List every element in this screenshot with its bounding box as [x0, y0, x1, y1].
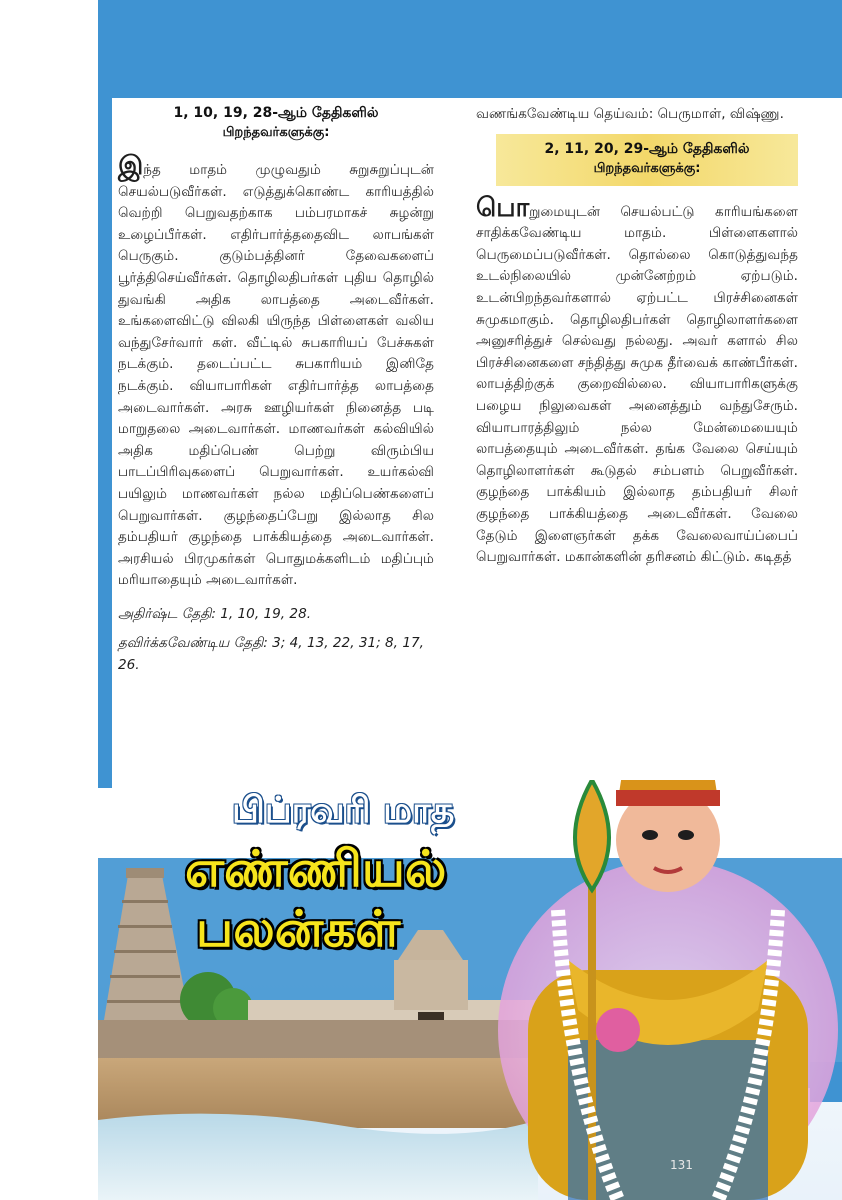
left-body-text: ந்த மாதம் முழுவதும் சுறுசுறுப்புடன் செயல்படுவீர்கள். எடுத்துக்கொண்ட காரியத்தில் வெற்றி பெறுவதற்காக பம்பரமாகச் சுழன்று உழைப்பீர்கள். எதிர்பார்த்ததைவிட லாபங்கள் பெருகும். குடும்பத்தினர் தேவைகளைப் பூர்த்திசெய்வீர்கள். தொழிலதிபர்கள் புதிய தொழில் துவங்கி அதிக லாபத்தை அடைவீர்கள். உங்களைவிட்டு விலகி யிருந்த பிள்ளைகள் வலிய வந்துசேர்வார் கள். வீட்டில் சுபகாரியப் பேச்சுகள் நடக்கும். தடைப்பட்ட சுபகாரியம் இனிதே நடக்கும். வியாபாரிகள் எதிர்பார்த்த லாபத்தை அடைவார்கள். அரசு ஊழியர்கள் நினைத்த படி மாறுதலை அடைவார்கள். மாணவர்கள் கல்வியில் அதிக மதிப்பெண் பெற்று விரும்பிய பாடப்பிரிவுகளைப் பெறுவார்கள். உயர்கல்வி பயிலும் மாணவர்கள் நல்ல மதிப்பெண்களைப் பெறுவார்கள். குழந்தைப்பேறு இல்லாத சில தம்பதியர் குழந்தை பாக்கியத்தை அடைவார்கள். அரசியல் பிரமுகர்கள் பொதுமக்களிடம் மதிப்பும் மரியாதையும் அடைவார்கள். [118, 162, 434, 589]
avoid-dates: தவிர்க்கவேண்டிய தேதி: 3; 4, 13, 22, 31; 8, 17, 26. [118, 635, 424, 674]
lucky-dates: அதிர்ஷ்ட தேதி: 1, 10, 19, 28. [118, 605, 312, 622]
page-number: 131 [670, 1158, 693, 1172]
right-heading-line1: 2, 11, 20, 29-ஆம் தேதிகளில் [544, 140, 750, 157]
lotus-flower [596, 1008, 640, 1052]
vel-spear [588, 840, 596, 1200]
left-dropcap: இ [118, 151, 144, 181]
left-body-paragraph [118, 151, 434, 592]
right-heading-line2: பிறந்தவர்களுக்கு: [593, 160, 701, 176]
right-section-heading [496, 134, 798, 186]
banner-results-title: பலன்கள் [196, 900, 401, 958]
right-column [476, 104, 798, 569]
top-blue-band [98, 0, 842, 98]
right-body-text: றுமையுடன் செயல்பட்டு காரியங்களை சாதிக்கவேண்டிய மாதம். பிள்ளைகளால் பெருமைப்படுவீர்கள். தொல்லை கொடுத்துவந்த உடல்நிலையில் முன்னேற்றம் ஏற்படும். உடன்பிறந்தவர்களால் ஏற்பட்ட பிரச்சினைகள் சுமுகமாகும். தொழிலதிபர்கள் தொழிலாளர்களை அனுசரித்துச் செல்வது நல்லது. அவர் களால் சில பிரச்சினைகளை சந்தித்து சுமுக தீர்வைக் காண்பீர்கள். லாபத்திற்குக் குறைவில்லை. வியாபாரிகளுக்கு பழைய நிலுவைகள் அனைத்தும் வந்துசேரும். வியாபாரத்திலும் நல்ல மேன்மையையும் லாபத்தையும் அடைவீர்கள். தங்க வேலை செய்யும் தொழிலாளர்கள் கூடுதல் சம்பளம் பெறுவீர்கள். குழந்தை பாக்கியம் இல்லாத தம்பதியர் சிலர் குழந்தை பாக்கியத்தை அடைவீர்கள். வேலை தேடும் இளைஞர்கள் தக்க வேலைவாய்ப்பைப் பெறுவார்கள். மகான்களின் தரிசனம் கிட்டும். கடிதத் [476, 203, 798, 566]
left-column [118, 104, 434, 677]
left-heading-line1: 1, 10, 19, 28-ஆம் தேதிகளில் [173, 105, 379, 121]
banner-numerology-title: எண்ணியல் [185, 840, 447, 898]
left-section-heading [118, 104, 434, 142]
right-dropcap: பொ [476, 192, 530, 223]
right-body-paragraph [476, 192, 798, 569]
left-blue-strip [98, 98, 112, 788]
left-heading-line2: பிறந்தவர்களுக்கு: [222, 125, 330, 140]
deity-line: வணங்கவேண்டிய தெய்வம்: பெருமாள், விஷ்ணு. [476, 106, 784, 122]
banner-month-title: பிப்ரவரி மாத [232, 790, 455, 831]
